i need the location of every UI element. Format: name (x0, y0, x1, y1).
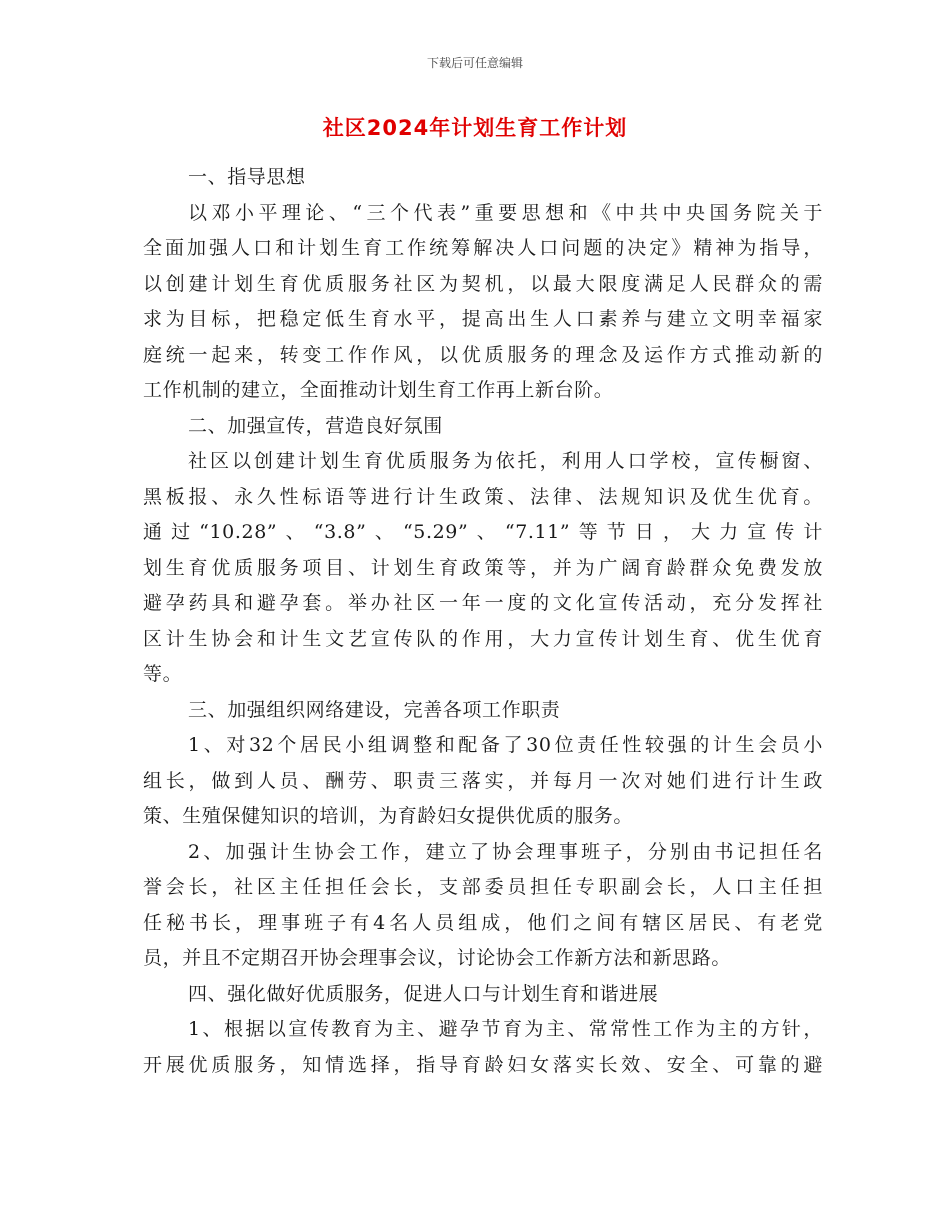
paragraph-line: 策、生殖保健知识的培训，为育龄妇女提供优质的服务。 (143, 805, 634, 827)
paragraph-line: 以创建计划生育优质服务社区为契机，以最大限度满足人民群众的需 (143, 272, 823, 295)
paragraph-line: 誉会长，社区主任担任会长，支部委员担任专职副会长，人口主任担 (143, 876, 823, 898)
paragraph-line: 员，并且不定期召开协会理事会议，讨论协会工作新方法和新思路。 (143, 947, 732, 969)
paragraph-line: 开展优质服务，知情选择，指导育龄妇女落实长效、安全、可靠的避 (143, 1053, 823, 1076)
section-heading: 二、加强宣传，营造良好氛围 (188, 414, 443, 437)
section-heading: 一、指导思想 (188, 166, 306, 188)
paragraph-line: 避孕药具和避孕套。举办社区一年一度的文化宣传活动，充分发挥社 (143, 592, 823, 614)
paragraph-line: 1、根据以宣传教育为主、避孕节育为主、常常性工作为主的方针， (188, 1018, 823, 1040)
paragraph-line: 全面加强人口和计划生育工作统筹解决人口问题的决定》精神为指导， (143, 237, 823, 259)
paragraph-line: 区计生协会和计生文艺宣传队的作用，大力宣传计划生育、优生优育 (143, 627, 823, 650)
section-heading: 四、强化做好优质服务，促进人口与计划生育和谐进展 (188, 982, 659, 1005)
paragraph-line: 划生育优质服务项目、计划生育政策等，并为广阔育龄群众免费发放 (143, 556, 823, 579)
paragraph-line: 庭统一起来，转变工作作风，以优质服务的理念及运作方式推动新的 (143, 343, 823, 366)
page-header-note: 下载后可任意编辑 (426, 56, 523, 70)
paragraph-line: 社区以创建计划生育优质服务为依托，利用人口学校，宣传橱窗、 (188, 450, 823, 472)
paragraph-line: 工作机制的建立，全面推动计划生育工作再上新台阶。 (143, 379, 614, 401)
paragraph-line: 1、对32个居民小组调整和配备了30位责任性较强的计生会员小 (188, 734, 823, 756)
paragraph-line: 等。 (143, 663, 183, 685)
section-heading: 三、加强组织网络建设，完善各项工作职责 (188, 698, 561, 721)
paragraph-line: 求为目标，把稳定低生育水平，提高出生人口素养与建立文明幸福家 (143, 308, 823, 330)
paragraph-line: 2、加强计生协会工作，建立了协会理事班子，分别由书记担任名 (188, 840, 823, 863)
paragraph-line: 任秘书长，理事班子有4名人员组成，他们之间有辖区居民、有老党 (143, 911, 823, 934)
paragraph-line: 以邓小平理论、“三个代表”重要思想和《中共中央国务院关于 (188, 201, 823, 224)
paragraph-line: 黑板报、永久性标语等进行计生政策、法律、法规知识及优生优育。 (143, 485, 823, 508)
paragraph-line: 通过“10.28”、“3.8”、“5.29”、“7.11”等节日，大力宣传计 (143, 521, 823, 543)
document-title: 社区2024年计划生育工作计划 (322, 116, 628, 140)
paragraph-line: 组长，做到人员、酬劳、职责三落实，并每月一次对她们进行计生政 (143, 769, 823, 792)
document-body (143, 160, 823, 1083)
